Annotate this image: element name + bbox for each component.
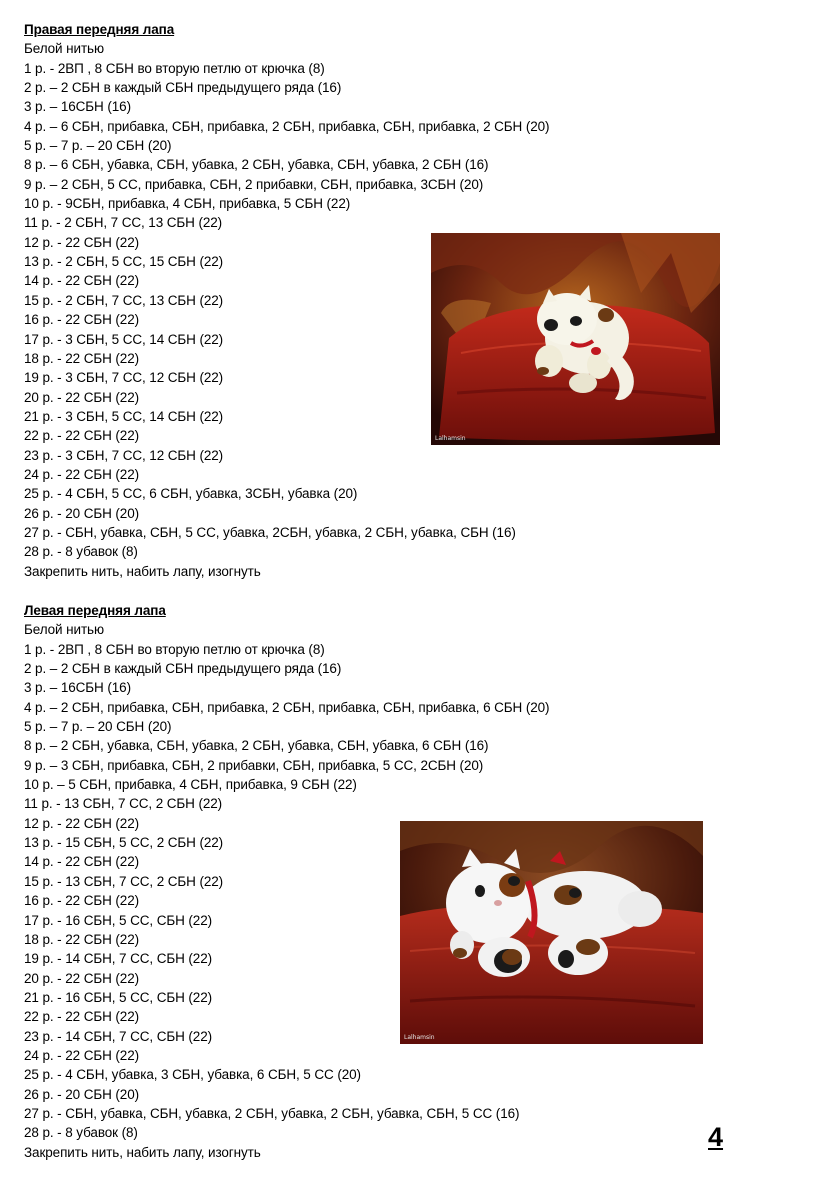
row-instruction: 11 р. - 2 СБН, 7 СС, 13 СБН (22) — [24, 215, 223, 231]
row-instruction: 19 р. - 14 СБН, 7 СС, СБН (22) — [24, 951, 213, 967]
row-instruction: 19 р. - 3 СБН, 7 СС, 12 СБН (22) — [24, 370, 224, 386]
row-instruction: 16 р. - 22 СБН (22) — [24, 893, 140, 909]
row-instruction: 13 р. - 15 СБН, 5 СС, 2 СБН (22) — [24, 835, 224, 851]
row-instruction: 11 р. - 13 СБН, 7 СС, 2 СБН (22) — [24, 796, 223, 812]
row-instruction: 18 р. - 22 СБН (22) — [24, 931, 140, 947]
row-instruction: 28 р. - 8 убавок (8) — [24, 1125, 138, 1141]
row-instruction: 20 р. - 22 СБН (22) — [24, 389, 140, 405]
photo-toy-on-pillow — [431, 233, 720, 445]
row-instruction: 4 р. – 6 СБН, прибавка, СБН, прибавка, 2 СБН, прибавка, СБН, прибавка, 2 СБН (20) — [24, 118, 550, 134]
row-instruction: 2 р. – 2 СБН в каждый СБН предыдущего ряда (16) — [24, 80, 342, 96]
photo-watermark: Lalhamsin — [404, 1034, 435, 1041]
row-instruction: 5 р. – 7 р. – 20 СБН (20) — [24, 719, 172, 735]
row-instruction: 14 р. - 22 СБН (22) — [24, 273, 140, 289]
finishing-line: Закрепить нить, набить лапу, изогнуть — [24, 563, 261, 579]
row-instruction: 3 р. – 16СБН (16) — [24, 99, 131, 115]
toy-cat-photo-2 — [400, 821, 703, 1044]
row-instruction: 5 р. – 7 р. – 20 СБН (20) — [24, 138, 172, 154]
row-instruction: 12 р. - 22 СБН (22) — [24, 234, 140, 250]
row-instruction: 16 р. - 22 СБН (22) — [24, 312, 140, 328]
row-instruction: 2 р. – 2 СБН в каждый СБН предыдущего ряда (16) — [24, 661, 342, 677]
row-instruction: 8 р. – 6 СБН, убавка, СБН, убавка, 2 СБН, убавка, СБН, убавка, 2 СБН (16) — [24, 157, 489, 173]
row-instruction: 22 р. - 22 СБН (22) — [24, 428, 140, 444]
row-instruction: 17 р. - 3 СБН, 5 СС, 14 СБН (22) — [24, 331, 224, 347]
row-instruction: 18 р. - 22 СБН (22) — [24, 350, 140, 366]
photo-toy-lying — [400, 821, 703, 1044]
photo-watermark: Lalhamsin — [435, 435, 466, 442]
row-instruction: 20 р. - 22 СБН (22) — [24, 970, 140, 986]
row-instruction: 21 р. - 3 СБН, 5 СС, 14 СБН (22) — [24, 408, 224, 424]
row-instruction: 9 р. – 2 СБН, 5 СС, прибавка, СБН, 2 прибавки, СБН, прибавка, 3СБН (20) — [24, 176, 484, 192]
row-instruction: 15 р. - 2 СБН, 7 СС, 13 СБН (22) — [24, 292, 224, 308]
row-instruction: 8 р. – 2 СБН, убавка, СБН, убавка, 2 СБН, убавка, СБН, убавка, 6 СБН (16) — [24, 738, 489, 754]
row-instruction: 12 р. - 22 СБН (22) — [24, 815, 140, 831]
left-paw-title: Левая передняя лапа — [24, 603, 166, 618]
row-instruction: 23 р. - 3 СБН, 7 СС, 12 СБН (22) — [24, 447, 224, 463]
page-number: 4 — [708, 1122, 724, 1152]
row-instruction: 26 р. - 20 СБН (20) — [24, 505, 140, 521]
row-instruction: 1 р. - 2ВП , 8 СБН во вторую петлю от крючка (8) — [24, 641, 325, 657]
row-instruction: 15 р. - 13 СБН, 7 СС, 2 СБН (22) — [24, 873, 224, 889]
finishing-line: Закрепить нить, набить лапу, изогнуть — [24, 1144, 261, 1160]
row-instruction: 1 р. - 2ВП , 8 СБН во вторую петлю от крючка (8) — [24, 60, 325, 76]
row-instruction: 10 р. - 9СБН, прибавка, 4 СБН, прибавка, 5 СБН (22) — [24, 196, 351, 212]
row-instruction: 24 р. - 22 СБН (22) — [24, 466, 140, 482]
right-paw-title: Правая передняя лапа — [24, 22, 175, 37]
toy-cat-photo-1 — [431, 233, 720, 445]
row-instruction: 24 р. - 22 СБН (22) — [24, 1047, 140, 1063]
row-instruction: 10 р. – 5 СБН, прибавка, 4 СБН, прибавка, 9 СБН (22) — [24, 777, 357, 793]
row-instruction: 27 р. - СБН, убавка, СБН, убавка, 2 СБН, убавка, 2 СБН, убавка, СБН, 5 СС (16) — [24, 1105, 520, 1121]
row-instruction: 25 р. - 4 СБН, убавка, 3 СБН, убавка, 6 СБН, 5 СС (20) — [24, 1067, 361, 1083]
row-instruction: 17 р. - 16 СБН, 5 СС, СБН (22) — [24, 912, 213, 928]
yarn-color-line: Белой нитью — [24, 41, 104, 57]
yarn-color-line: Белой нитью — [24, 622, 104, 638]
row-instruction: 27 р. - СБН, убавка, СБН, 5 СС, убавка, 2СБН, убавка, 2 СБН, убавка, СБН (16) — [24, 524, 516, 540]
row-instruction: 13 р. - 2 СБН, 5 СС, 15 СБН (22) — [24, 254, 224, 270]
row-instruction: 3 р. – 16СБН (16) — [24, 680, 131, 696]
row-instruction: 21 р. - 16 СБН, 5 СС, СБН (22) — [24, 989, 213, 1005]
row-instruction: 25 р. - 4 СБН, 5 СС, 6 СБН, убавка, 3СБН, убавка (20) — [24, 486, 358, 502]
row-instruction: 22 р. - 22 СБН (22) — [24, 1009, 140, 1025]
row-instruction: 26 р. - 20 СБН (20) — [24, 1086, 140, 1102]
row-instruction: 9 р. – 3 СБН, прибавка, СБН, 2 прибавки, СБН, прибавка, 5 СС, 2СБН (20) — [24, 757, 484, 773]
row-instruction: 28 р. - 8 убавок (8) — [24, 544, 138, 560]
row-instruction: 23 р. - 14 СБН, 7 СС, СБН (22) — [24, 1028, 213, 1044]
row-instruction: 4 р. – 2 СБН, прибавка, СБН, прибавка, 2 СБН, прибавка, СБН, прибавка, 6 СБН (20) — [24, 699, 550, 715]
row-instruction: 14 р. - 22 СБН (22) — [24, 854, 140, 870]
